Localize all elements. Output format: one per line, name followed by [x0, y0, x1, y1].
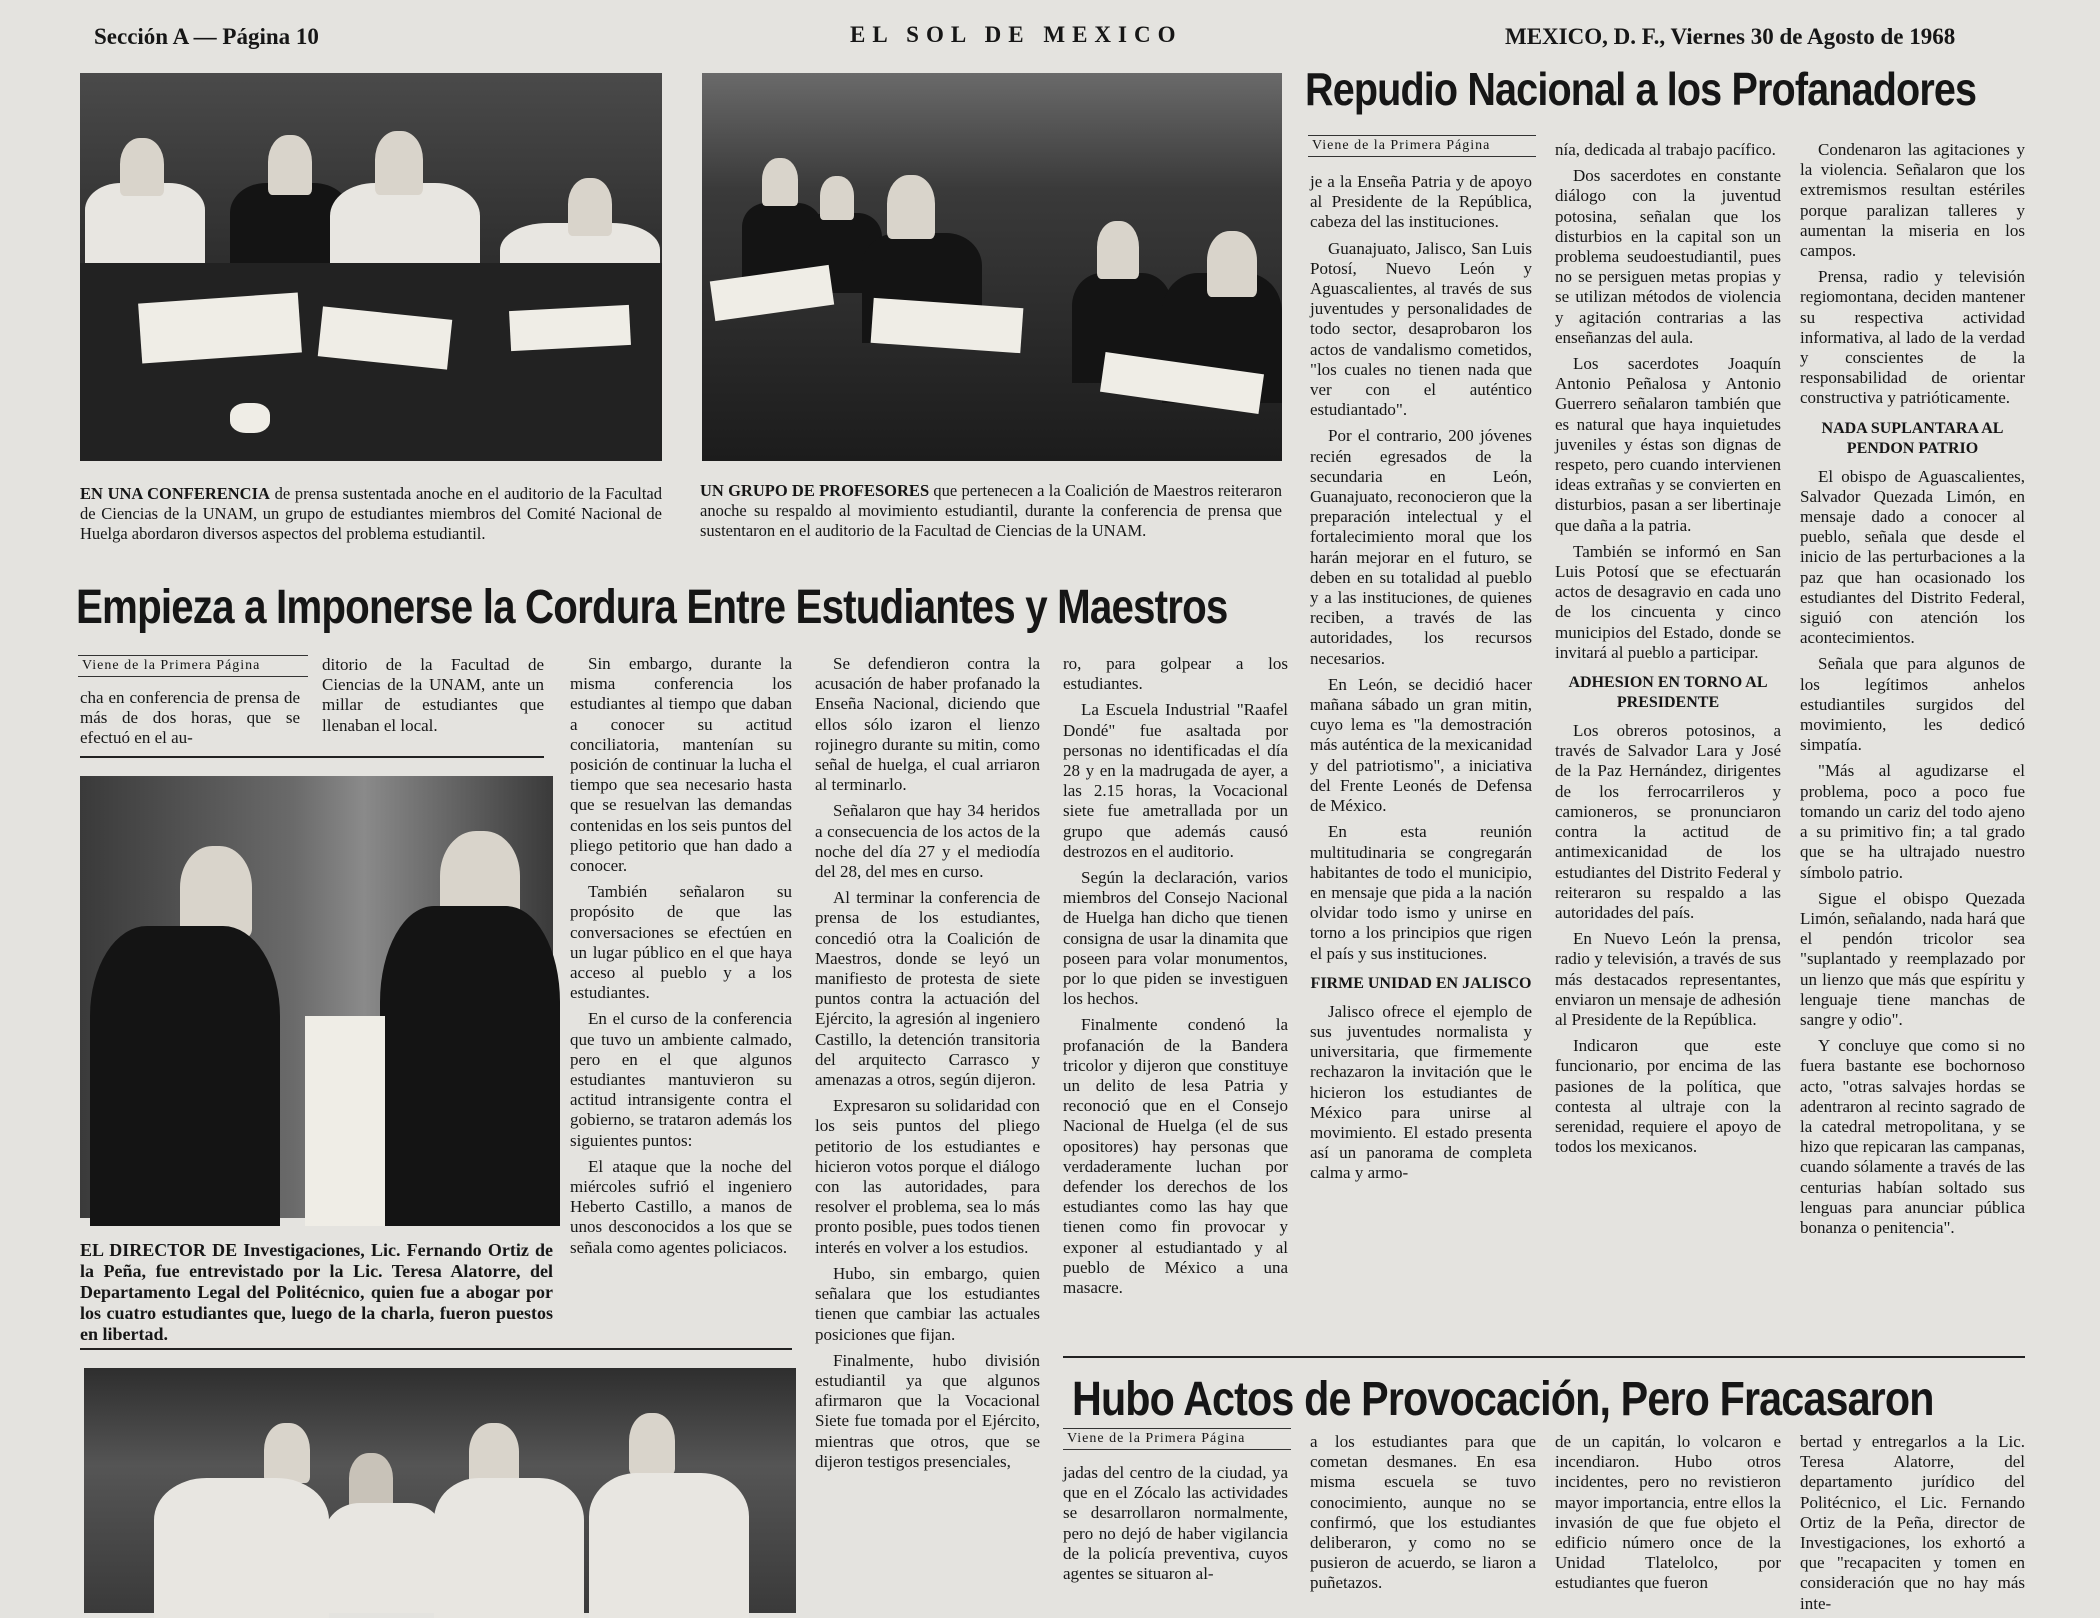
paragraph: "Más al agudizarse el problema, poco a poco fue tomando un cariz del todo ajeno a su primitivo fin; a tal grado que se ha ultrajado nuestro símbolo patrio.: [1800, 761, 2025, 882]
caption-teachers-coalition: [700, 481, 1282, 541]
article-column: [1063, 654, 1288, 1348]
photo-director-interview: [80, 776, 553, 1218]
paragraph: Se defendieron contra la acusación de haber profanado la Enseña Nacional, diciendo que ellos sólo izaron el lienzo rojinegro durante su mitin, como señal de huelga, el cual arriaron al terminarlo.: [815, 654, 1040, 795]
paragraph: Jalisco ofrece el ejemplo de sus juventudes normalista y universitaria, que firmemente rechazaron la invitación que le hicieron los estudiantes de México para unirse al movimiento. El estado presenta así un panorama de completa calma y armo-: [1310, 1001, 1532, 1183]
article-column: [570, 654, 792, 1354]
article-column: [1310, 1432, 1536, 1613]
caption-lead: UN GRUPO DE PROFESORES: [700, 481, 930, 500]
paragraph: jadas del centro de la ciudad, ya que en el Zócalo las actividades se desarrollaron normalmente, pero no dejó de haber vigilancia de la policía preventiva, cuyos agentes se situaron al-: [1063, 1463, 1288, 1584]
paragraph: Indicaron que este funcionario, por encima de las pasiones de la política, que contesta al ultraje con la serenidad, requiere el apoyo de todos los mexicanos.: [1555, 1036, 1781, 1157]
headline-repudio: Repudio Nacional a los Profanadores: [1305, 63, 1977, 115]
article-column: [1310, 172, 1532, 1183]
paragraph: Y concluye que como si no fuera bastante ese bochornoso acto, "otras salvajes hordas se adentraron al recinto sagrado de la catedral metropolitana, y se hizo que repicaran las campanas, cuando sólamente a través de las centurias habían soltado sus lenguas para anunciar pública bonanza o penitencia".: [1800, 1036, 2025, 1237]
paragraph: Al terminar la conferencia de prensa de los estudiantes, concedió otra la Coalición de Maestros, donde se leyó un manifiesto de protesta de siete puntos contra la actuación del Ejército, la agresión al ingeniero Castillo, la detención transitoria del arquitecto Carrasco y amenazas a otros, según dijeron.: [815, 888, 1040, 1090]
paragraph: Sin embargo, durante la misma conferencia los estudiantes al tiempo que daban a conocer su actitud conciliatoria, mantenían su posición de continuar la lucha el tiempo que sea necesario hasta que se resuelvan las demandas contenidas en los seis puntos del pliego petitorio que han dado a conocer.: [570, 654, 792, 876]
paragraph: En el curso de la conferencia que tuvo un ambiente calmado, pero en el que algunos estudiantes mantuvieron su actitud intransigente contra el gobierno, se trataron además los siguientes puntos:: [570, 1009, 792, 1150]
paragraph: Condenaron las agitaciones y la violencia. Señalaron que los extremismos resultan estériles porque paralizan talleres y aumentan la miseria en los campos.: [1800, 140, 2025, 261]
caption-director-interview: [80, 1240, 553, 1345]
article-column: [322, 655, 544, 750]
paragraph: El ataque que la noche del miércoles sufrió el ingeniero Heberto Castillo, a manos de unos desconocidos a los que se señala como agentes policiacos.: [570, 1156, 792, 1257]
paragraph: También se informó en San Luis Potosí que se efectuarán actos de desagravio en cada uno de los cincuenta y cinco municipios del Estado, donde se invitará al pueblo a participar.: [1555, 541, 1781, 662]
newspaper-masthead: EL SOL DE MEXICO: [850, 22, 1183, 47]
caption-text: que pertenecen a la Coalición de Maestros reiteraron anoche su respaldo al movimiento estudiantil, durante la conferencia de prensa que sustentaron en el auditorio de la Facultad de Ciencias de la UNAM.: [700, 481, 1283, 540]
paragraph: También señalaron su propósito de que las conversaciones se efectúen en un lugar público en el que haya acceso al pueblo y a los estudiantes.: [570, 882, 792, 1003]
subheading: FIRME UNIDAD EN JALISCO: [1310, 974, 1532, 992]
paragraph: Finalmente, hubo división estudiantil ya que algunos afirmaron que la Vocacional Siete fue tomada por el Ejército, mientras que otros, que se dijeron testigos presenciales,: [815, 1350, 1040, 1471]
article-column: [1555, 1432, 1781, 1613]
paragraph: Guanajuato, Jalisco, San Luis Potosí, Nuevo León y Aguascalientes, al través de sus juventudes y personalidades de todo sector, desaprobaron los actos de vandalismo cometidos, "los cuales no tienen nada que ver con el auténtico estudiantado".: [1310, 238, 1532, 420]
paragraph: bertad y entregarlos a la Lic. Teresa Alatorre, del departamento jurídico del Politécnico, el Lic. Fernando Ortiz de la Peña, director de Investigaciones, los exhortó a que "recapaciten y tomen en consideración que no hay más inte-: [1800, 1432, 2025, 1613]
paragraph: ro, para golpear a los estudiantes.: [1063, 654, 1288, 694]
continued-label: Viene de la Primera Página: [78, 655, 308, 677]
continued-label: Viene de la Primera Página: [1308, 135, 1536, 157]
divider: [80, 756, 544, 758]
paragraph: Los sacerdotes Joaquín Antonio Peñalosa y Antonio Guerrero señalaron también que es natural que haya inquietudes juveniles y éstas son dignas de respeto, pero cuando intervienen ideas extrañas y se convierten en disturbios, pasan a ser libertinaje que daña a la patria.: [1555, 354, 1781, 535]
headline-cordura: Empieza a Imponerse la Cordura Entre Estudiantes y Maestros: [76, 581, 1228, 634]
paragraph: Sigue el obispo Quezada Limón, señalando, nada hará que el pendón tricolor sea "suplantado y reemplazado por un lienzo que más que espíritu y lenguaje tiene manchas de sangre y odio".: [1800, 888, 2025, 1029]
article-column: [1063, 1463, 1288, 1613]
caption-lead: EL DIRECTOR DE: [80, 1240, 238, 1260]
headline-provocacion: Hubo Actos de Provocación, Pero Fracasaron: [1072, 1373, 1934, 1426]
paragraph: Hubo, sin embargo, quien señalara que los estudiantes tienen que cambiar las actuales posiciones que fijan.: [815, 1263, 1040, 1344]
article-column: [815, 654, 1040, 1613]
paragraph: En Nuevo León la prensa, radio y televisión, a través de sus más destacados representantes, enviaron un mensaje de adhesión al Presidente de la República.: [1555, 929, 1781, 1029]
caption-lead: EN UNA CONFERENCIA: [80, 484, 270, 503]
paragraph: je a la Enseña Patria y de apoyo al Presidente de la República, cabeza del las instituciones.: [1310, 172, 1532, 232]
article-column: [1555, 140, 1781, 1157]
paragraph: Señalaron que hay 34 heridos a consecuencia de los actos de la noche del día 27 y el mediodía del 28, del mes en curso.: [815, 801, 1040, 882]
divider: [80, 1348, 792, 1350]
photo-teachers-coalition: [702, 73, 1282, 461]
paragraph: En esta reunión multitudinaria se congregarán habitantes de todo el municipio, en mensaje que pida a la nación olvidar todo ismo y unirse en torno a los principios que rigen el país y sus instituciones.: [1310, 822, 1532, 963]
paragraph: a los estudiantes para que cometan desmanes. En esa misma escuela se tuvo conocimiento, aunque no se confirmó, que los estudiantes deliberaron, y como no se pusieron de acuerdo, se liaron a puñetazos.: [1310, 1432, 1536, 1593]
divider: [1063, 1356, 2025, 1358]
section-page-label: Sección A — Página 10: [94, 24, 319, 49]
paragraph: El obispo de Aguascalientes, Salvador Quezada Limón, en mensaje dado a conocer al pueblo, señala que desde el inicio de las perturbaciones a la paz que han ocasionado los estudiantes del Distrito Federal, siguió con atención los acontecimientos.: [1800, 466, 2025, 648]
subheading: ADHESION EN TORNO AL PRESIDENTE: [1568, 674, 1768, 712]
paragraph: Por el contrario, 200 jóvenes recién egresados de la secundaria en León, Guanajuato, reconocieron que la preparación intelectual y el fortalecimiento moral que los harán mejorar en el futuro, se deben en su totalidad al pueblo y a las instituciones, de quienes reciben, a través de las autoridades, los recursos necesarios.: [1310, 426, 1532, 668]
paragraph: Señala que para algunos de los legítimos anhelos estudiantiles surgidos del movimiento, les dedicó simpatía.: [1800, 654, 2025, 755]
paragraph: Los obreros potosinos, a través de Salvador Lara y José de la Paz Hernández, dirigentes de los ferrocarrileros y camioneros, se pronunciaron contra la actitud de antimexicanidad de los estudiantes del Distrito Federal y reiteraron su respaldo a las autoridades del país.: [1555, 721, 1781, 922]
paragraph: nía, dedicada al trabajo pacífico.: [1555, 140, 1776, 159]
paragraph: cha en conferencia de prensa de más de dos horas, que se efectuó en el au-: [80, 688, 300, 748]
caption-text: de prensa sustentada anoche en el auditorio de la Facultad de Ciencias de la UNAM, un grupo de estudiantes miembros del Comité Nacional de Huelga abordaron diversos aspectos del problema estudiantil.: [80, 484, 663, 543]
subheading: NADA SUPLANTARA AL PENDON PATRIO: [1821, 419, 2004, 457]
dateline: MEXICO, D. F., Viernes 30 de Agosto de 1968: [1505, 24, 1956, 49]
caption-students-conference: [80, 484, 662, 544]
paragraph: ditorio de la Facultad de Ciencias de la UNAM, ante un millar de estudiantes que llenaban el local.: [322, 655, 544, 735]
article-column: [1800, 1432, 2025, 1613]
article-column: [80, 688, 300, 750]
photo-released-students: [84, 1368, 796, 1613]
paragraph: Según la declaración, varios miembros del Consejo Nacional de Huelga han dicho que tienen consigna de usar la dinamita que poseen para volar monumentos, por lo que piden se investiguen los hechos.: [1063, 868, 1288, 1009]
paragraph: Prensa, radio y televisión regiomontana, deciden mantener su respectiva actividad informativa, al lado de la verdad y conscientes de la responsabilidad de orientar constructiva y patrióticamente.: [1800, 267, 2025, 408]
paragraph: de un capitán, lo volcaron e incendiaron. Hubo otros incidentes, pero no revistieron mayor importancia, entre ellos la invasión de que fue objeto el edificio número once de la Unidad Tlatelolco, por estudiantes que fueron: [1555, 1432, 1781, 1593]
continued-label: Viene de la Primera Página: [1063, 1428, 1291, 1450]
paragraph: En León, se decidió hacer mañana sábado un gran mitin, cuyo lema es "la demostración más auténtica de la mexicanidad y del patriotismo", a iniciativa del Frente Leonés de Defensa de México.: [1310, 674, 1532, 816]
paragraph: Finalmente condenó la profanación de la Bandera tricolor y dijeron que constituye un delito de lesa Patria y reconoció que en el Consejo Nacional de Huelga (el de sus opositores) hay personas que verdaderamente luchan por defender los derechos de los estudiantes como las hay que tienen como fin provocar y exponer al estudiantado y al pueblo de México a una masacre.: [1063, 1015, 1288, 1298]
caption-text: Investigaciones, Lic. Fernando Ortiz de la Peña, fue entrevistado por la Lic. Teresa Alatorre, del Departamento Legal del Politécnico, quien fue a abogar por los cuatro estudiantes que, luego de la charla, fueron puestos en libertad.: [80, 1240, 553, 1344]
photo-students-conference: [80, 73, 662, 461]
paragraph: La Escuela Industrial "Raafel Dondé" fue asaltada por personas no identificadas el día 28 y en la madrugada de ayer, a las 2.15 horas, la Vocacional siete fue ametrallada por un grupo que además causó destrozos en el auditorio.: [1063, 700, 1288, 861]
paragraph: Expresaron su solidaridad con los seis puntos del pliego petitorio de los estudiantes e hicieron votos porque el diálogo con las autoridades, para resolver el problema, sea lo más pronto posible, pues todos tienen interés en volver a los estudios.: [815, 1096, 1040, 1257]
article-column: [1800, 140, 2025, 1237]
paragraph: Dos sacerdotes en constante diálogo con la juventud potosina, señalan que los disturbios en la capital son un problema seudoestudiantil, pues no se persiguen metas propias y se utilizan métodos de violencia y agitación contrarias a las enseñanzas del aula.: [1555, 166, 1781, 347]
